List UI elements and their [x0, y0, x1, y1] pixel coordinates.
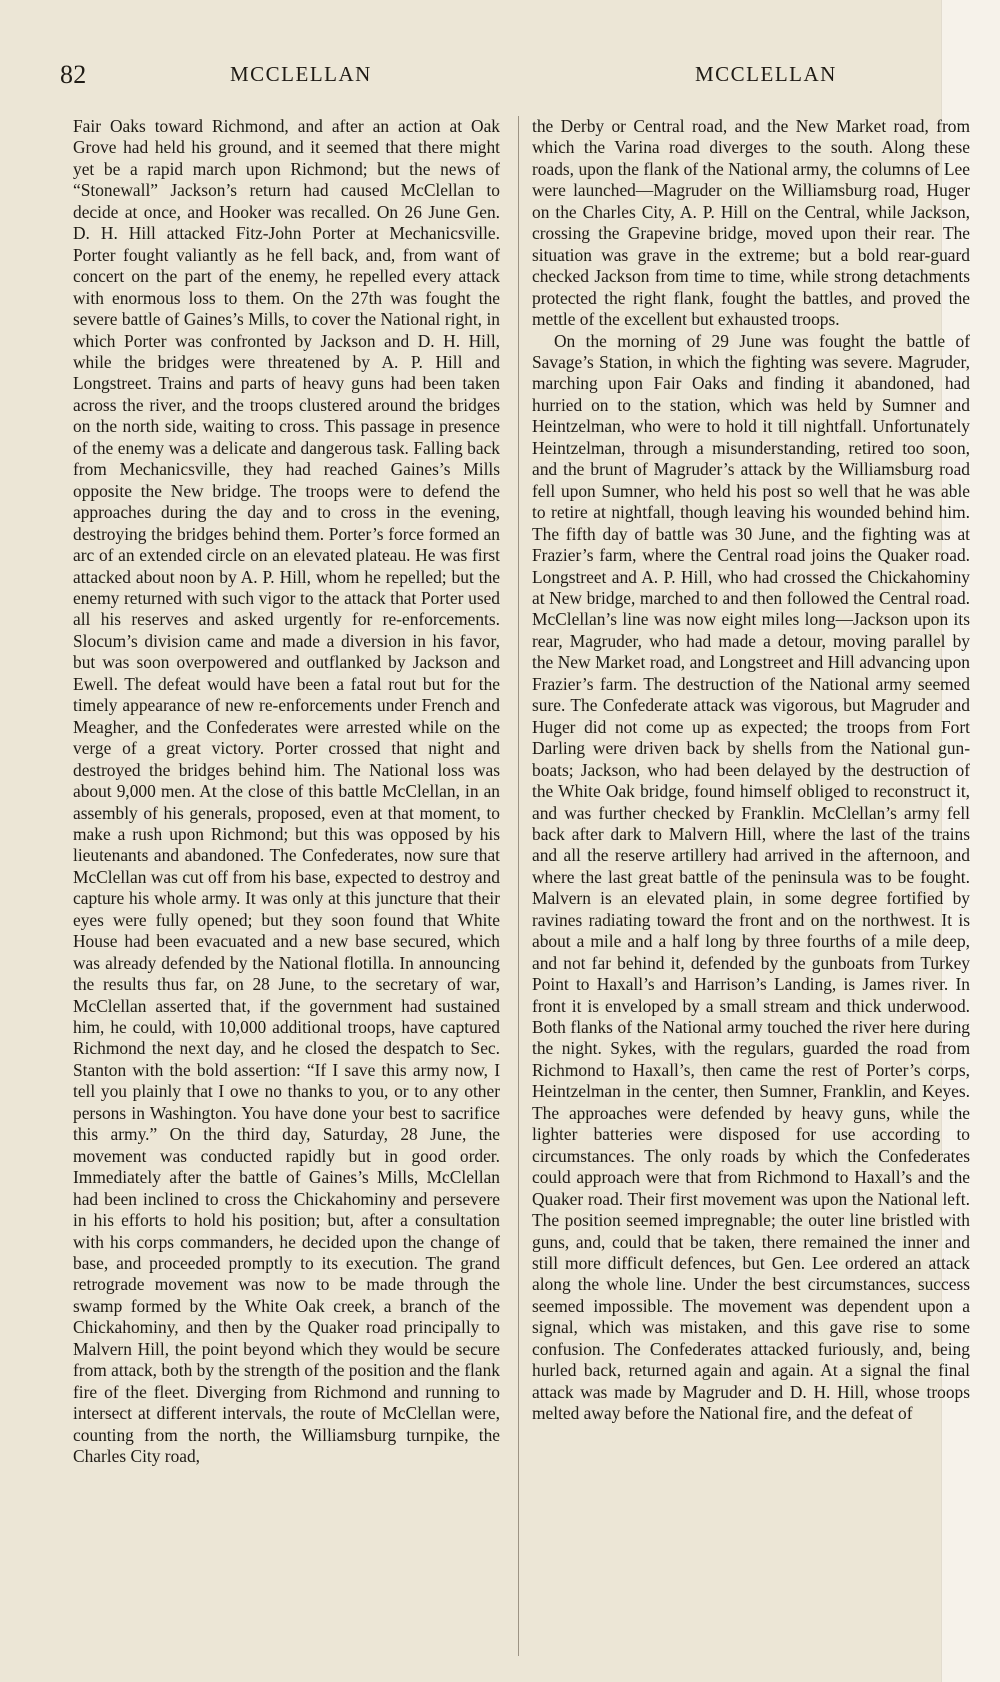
right-paragraph-1: the Derby or Central road, and the New Market road, from which the Varina road diverges to the south. Along these roads, upon the flank of the National army, the columns of Lee were launched—Magruder on the Williamsburg road, Huger on the Charles City, A. P. Hill on the Central, while Jackson, crossing the Grapevine bridge, moved upon their rear. The situation was grave in the extreme; but a bold rear-guard checked Jackson from time to time, while strong detachments protected the right flank, fought the battles, and proved the mettle of the excellent but exhausted troops. [532, 116, 970, 330]
left-column [73, 116, 500, 1656]
left-paragraph-1: Fair Oaks toward Richmond, and after an action at Oak Grove had held his ground, and it seemed that there might yet be a rapid march upon Richmond; but the news of “Stonewall” Jackson’s return had caused McClellan to decide at once, and Hooker was recalled. On 26 June Gen. D. H. Hill attacked Fitz-John Porter at Mechanicsville. Porter fought valiantly as he fell back, and, from want of concert on the part of the enemy, he repelled every attack with enormous loss to them. On the 27th was fought the severe battle of Gaines’s Mills, to cover the National right, in which Porter was confronted by Jackson and D. H. Hill, while the bridges were threatened by A. P. Hill and Longstreet. Trains and parts of heavy guns had been taken across the river, and the troops clustered around the bridges on the north side, waiting to cross. This passage in presence of the enemy was a delicate and dangerous task. Falling back from Mechanicsville, they had reached Gaines’s Mills opposite the New bridge. The troops were to defend the approaches during the day and to cross in the evening, destroying the bridges behind them. Porter’s force formed an arc of an extended circle on an elevated plateau. He was first attacked about noon by A. P. Hill, whom he repelled; but the enemy returned with such vigor to the attack that Porter used all his reserves and asked urgently for re-enforcements. Slocum’s division came and made a diversion in his favor, but was soon overpowered and outflanked by Jackson and Ewell. The defeat would have been a fatal rout but for the timely appearance of new re-enforcements under French and Meagher, and the Confederates were arrested while on the verge of a great victory. Porter crossed that night and destroyed the bridges behind him. The National loss was about 9,000 men. At the close of this battle McClellan, in an assembly of his generals, proposed, even at that moment, to make a rush upon Richmond; but this was opposed by his lieutenants and abandoned. The Confederates, now sure that McClellan was cut off from his base, expected to destroy and capture his whole army. It was only at this juncture that their eyes were fully opened; but they soon found that White House had been evacuated and a new base secured, which was already defended by the National flotilla. In announcing the results thus far, on 28 June, to the secretary of war, McClellan asserted that, if the government had sustained him, he could, with 10,000 additional troops, have captured Richmond the next day, and he closed the despatch to Sec. Stanton with the bold assertion: “If I save this army now, I tell you plainly that I owe no thanks to you, or to any other persons in Washington. You have done your best to sacrifice this army.” On the third day, Saturday, 28 June, the movement was conducted rapidly but in good order. Immediately after the battle of Gaines’s Mills, McClellan had been inclined to cross the Chickahominy and persevere in his efforts to hold his position; but, after a consultation with his corps commanders, he decided upon the change of base, and proceeded promptly to its execution. The grand retrograde movement was now to be made through the swamp formed by the White Oak creek, a branch of the Chickahominy, and then by the Quaker road principally to Malvern Hill, the point beyond which they would be secure from attack, both by the strength of the position and the flank fire of the fleet. Diverging from Richmond and running to intersect at different intervals, the route of McClellan were, counting from the north, the Williamsburg turnpike, the Charles City road, [73, 116, 500, 1467]
page-number: 82 [60, 60, 87, 89]
right-column [532, 116, 970, 1656]
right-paragraph-2: On the morning of 29 June was fought the battle of Savage’s Station, in which the fighting was severe. Magruder, marching upon Fair Oaks and finding it abandoned, had hurried on to the station, which was held by Sumner and Heintzelman, who were to hold it till nightfall. Unfortunately Heintzelman, through a misunderstanding, retired too soon, and the brunt of Magruder’s attack by the Williamsburg road fell upon Sumner, who held his post so well that he was able to retire at nightfall, though leaving his wounded behind him. The fifth day of battle was 30 June, and the fighting was at Frazier’s farm, where the Central road joins the Quaker road. Longstreet and A. P. Hill, who had crossed the Chickahominy at New bridge, marched to and then followed the Central road. McClellan’s line was now eight miles long—Jackson upon its rear, Magruder, who had made a detour, moving parallel by the New Market road, and Longstreet and Hill advancing upon Frazier’s farm. The destruction of the National army seemed sure. The Confederate attack was vigorous, but Magruder and Huger did not come up as expected; the troops from Fort Darling were driven back by shells from the National gun-boats; Jackson, who had been delayed by the destruction of the White Oak bridge, found himself obliged to reconstruct it, and was further checked by Franklin. McClellan’s army fell back after dark to Malvern Hill, where the last of the trains and all the reserve artillery had arrived in the afternoon, and where the last great battle of the peninsula was to be fought. Malvern is an elevated plain, in some degree fortified by ravines radiating toward the front and on the northwest. It is about a mile and a half long by three fourths of a mile deep, and not far behind it, defended by the gunboats from Turkey Point to Haxall’s and Harrison’s Landing, is James river. In front it is enveloped by a small stream and thick underwood. Both flanks of the National army touched the river here during the night. Sykes, with the regulars, guarded the road from Richmond to Haxall’s, then came the rest of Porter’s corps, Heintzelman in the center, then Sumner, Franklin, and Keyes. The approaches were defended by heavy guns, while the lighter batteries were disposed for use according to circumstances. The only roads by which the Confederates could approach were that from Richmond to Haxall’s and the Quaker road. Their first movement was upon the National left. The position seemed impregnable; the outer line bristled with guns, and, could that be taken, there remained the inner and still more difficult defences, but Gen. Lee ordered an attack along the whole line. Under the best circumstances, success seemed impossible. The movement was dependent upon a signal, which was mistaken, and this gave rise to some confusion. The Confederates attacked furiously, and, being hurled back, returned again and again. At a signal the final attack was made by Magruder and D. H. Hill, whose troops melted away before the National fire, and the defeat of [532, 330, 970, 1424]
column-divider [518, 116, 519, 1656]
page-header [0, 60, 942, 100]
running-head-right: MCCLELLAN [695, 62, 837, 86]
running-head-left: MCCLELLAN [230, 62, 372, 86]
